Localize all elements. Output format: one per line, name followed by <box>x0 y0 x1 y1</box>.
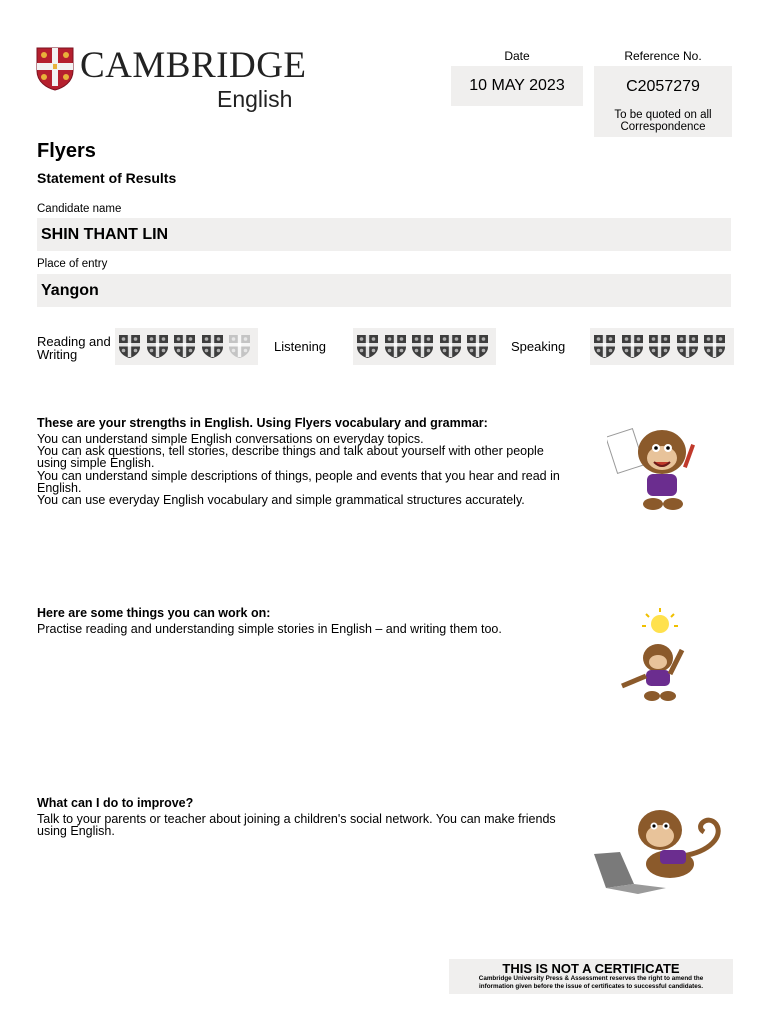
shield-earned-icon <box>146 334 169 359</box>
date-label: Date <box>504 49 530 63</box>
reference-note-line: Correspondence <box>620 121 706 133</box>
logo-wordmark: CAMBRIDGE <box>80 45 307 86</box>
strengths-line: You can use everyday English vocabulary and simple grammatical structures accurately. <box>37 493 525 508</box>
not-a-certificate-note <box>455 975 727 990</box>
strengths-line: using simple English. <box>37 456 155 471</box>
improve-text <box>37 813 582 837</box>
shield-earned-icon <box>466 334 489 359</box>
shields-reading-writing <box>115 328 258 365</box>
page-title: Flyers <box>37 140 96 162</box>
shield-earned-icon <box>356 334 379 359</box>
work-on-text <box>37 623 582 635</box>
monkey-laptop-illustration <box>590 802 726 896</box>
shield-earned-icon <box>593 334 616 359</box>
footer-note-line: Cambridge University Press & Assessment reserves the right to amend the <box>478 975 704 982</box>
logo-subtitle: English <box>217 86 293 112</box>
date-box <box>451 66 583 106</box>
shield-earned-icon <box>703 334 726 359</box>
shield-earned-icon <box>621 334 644 359</box>
improve-line: Talk to your parents or teacher about joining a children's social network. You can make friends <box>37 812 556 826</box>
work-on-heading: Here are some things you can work on: <box>37 606 271 620</box>
shield-earned-icon <box>411 334 434 359</box>
cambridge-crest-icon <box>36 47 74 91</box>
strengths-line: You can ask questions, tell stories, describe things and talk about yourself with other people <box>37 444 544 459</box>
shield-earned-icon <box>173 334 196 359</box>
shield-earned-icon <box>118 334 141 359</box>
improve-line: using English. <box>37 824 115 839</box>
shield-empty-icon <box>228 334 251 359</box>
skill-label-line: Reading and <box>37 334 111 349</box>
shields-listening <box>353 328 496 365</box>
candidate-name-label: Candidate name <box>37 203 122 215</box>
strengths-line: You can understand simple descriptions of things, people and events that you hear and read in <box>37 468 560 483</box>
skill-label-speaking: Speaking <box>511 339 566 354</box>
shield-earned-icon <box>201 334 224 359</box>
place-of-entry-box <box>37 274 731 307</box>
reference-label: Reference No. <box>624 49 702 63</box>
reference-note-line: To be quoted on all <box>614 109 712 121</box>
skill-label-listening: Listening <box>274 339 327 354</box>
shield-earned-icon <box>676 334 699 359</box>
strengths-heading: These are your strengths in English. Using Flyers vocabulary and grammar: <box>37 416 488 430</box>
improve-heading: What can I do to improve? <box>37 796 194 810</box>
strengths-text <box>37 433 582 506</box>
date-value: 10 MAY 2023 <box>469 77 565 94</box>
not-a-certificate-title: THIS IS NOT A CERTIFICATE <box>502 961 680 976</box>
shields-speaking <box>590 328 734 365</box>
strengths-line: You can understand simple English conversations on everyday topics. <box>37 432 424 446</box>
monkey-idea-illustration <box>614 606 696 704</box>
candidate-name-value: SHIN THANT LIN <box>41 226 169 243</box>
shield-earned-icon <box>439 334 462 359</box>
skill-label-reading-writing <box>37 335 111 361</box>
reference-box <box>594 66 732 137</box>
strengths-line: English. <box>37 480 82 495</box>
monkey-writing-illustration <box>607 418 707 514</box>
page-subtitle: Statement of Results <box>37 170 177 186</box>
footer-note-line: information given before the issue of certificates to successful candidates. <box>479 982 703 990</box>
shield-earned-icon <box>648 334 671 359</box>
place-of-entry-label: Place of entry <box>37 258 108 270</box>
skill-label-line: Writing <box>37 347 78 362</box>
place-of-entry-value: Yangon <box>41 282 99 299</box>
shield-earned-icon <box>384 334 407 359</box>
reference-value: C2057279 <box>626 78 700 95</box>
candidate-name-box <box>37 218 731 251</box>
work-on-line: Practise reading and understanding simple stories in English – and writing them too. <box>37 622 502 636</box>
not-a-certificate-notice <box>449 959 733 994</box>
reference-note <box>594 109 732 133</box>
